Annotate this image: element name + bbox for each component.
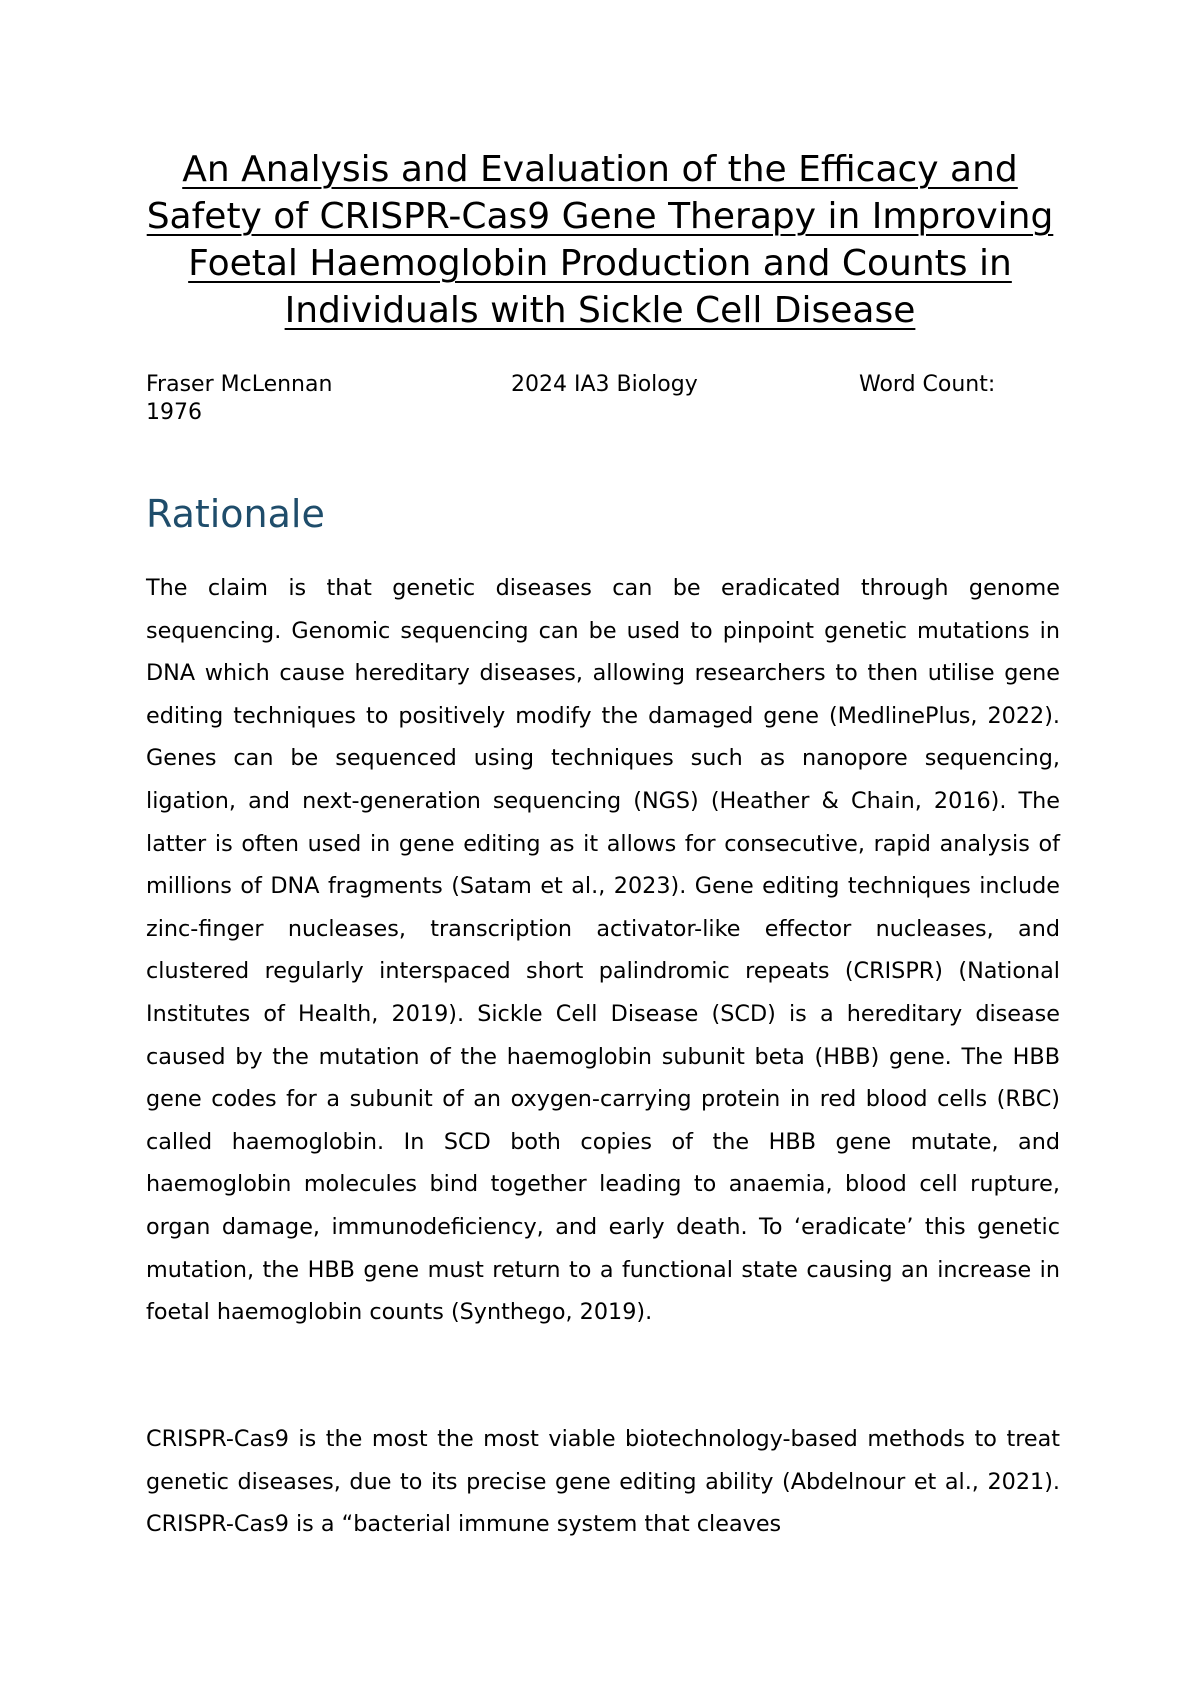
section-heading-rationale: Rationale: [146, 492, 325, 536]
word-count-label: Word Count:: [859, 372, 996, 397]
rationale-paragraph-2: CRISPR-Cas9 is the most the most viable biotechnology-based methods to treat genetic diseases, due to its precise gene editing ability (Abdelnour et al., 2021). CRISPR-Cas9 is a “bacterial immune system that cleaves: [146, 1426, 1060, 1538]
author-name: Fraser McLennan: [146, 372, 333, 397]
document-title: An Analysis and Evaluation of the Efficacy and Safety of CRISPR-Cas9 Gene Therapy in Improving Foetal Haemoglobin Production and Counts in Individuals with Sickle Cell Disease: [146, 149, 1054, 331]
word-count-value: 1976: [146, 400, 202, 425]
rationale-paragraph-1: The claim is that genetic diseases can be eradicated through genome sequencing. Genomic sequencing can be used to pinpoint genetic mutations in DNA which cause hereditary diseases, allowing researchers to then utilise gene editing techniques to positively modify the damaged gene (MedlinePlus, 2022). Genes can be sequenced using techniques such as nanopore sequencing, ligation, and next-generation sequencing (NGS) (Heather & Chain, 2016). The latter is often used in gene editing as it allows for consecutive, rapid analysis of millions of DNA fragments (Satam et al., 2023). Gene editing techniques include zinc-finger nucleases, transcription activator-like effector nucleases, and clustered regularly interspaced short palindromic repeats (CRISPR) (National Institutes of Health, 2019). Sickle Cell Disease (SCD) is a hereditary disease caused by the mutation of the haemoglobin subunit beta (HBB) gene. The HBB gene codes for a subunit of an oxygen-carrying protein in red blood cells (RBC) called haemoglobin. In SCD both copies of the HBB gene mutate, and haemoglobin molecules bind together leading to anaemia, blood cell rupture, organ damage, immunodeficiency, and early death. To ‘eradicate’ this genetic mutation, the HBB gene must return to a functional state causing an increase in foetal haemoglobin counts (Synthego, 2019).: [146, 575, 1060, 1326]
course-name: 2024 IA3 Biology: [511, 372, 698, 397]
